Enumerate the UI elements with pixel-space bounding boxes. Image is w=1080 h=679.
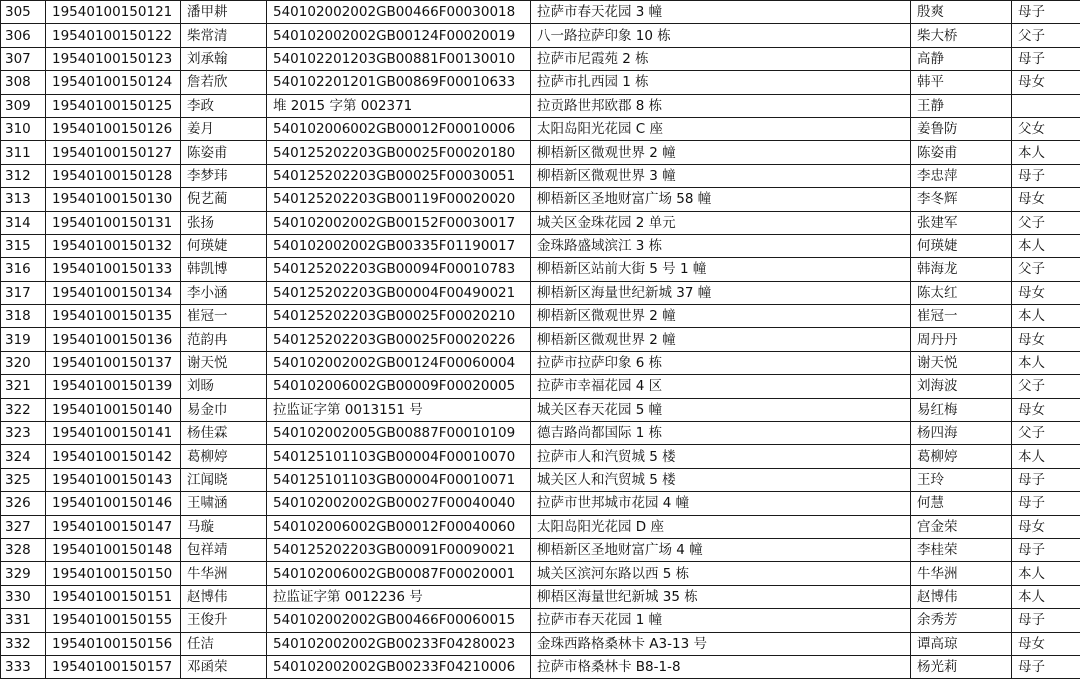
student-id-cell: 19540100150128 [46,164,181,187]
name-cell: 何瑛婕 [181,234,267,257]
student-id-cell: 19540100150124 [46,71,181,94]
property-cert-cell: 拉监证字第 0012236 号 [267,585,531,608]
seq-cell: 319 [1,328,46,351]
property-cert-cell: 540102002002GB00466F00030018 [267,1,531,24]
property-cert-cell: 540125202203GB00004F00490021 [267,281,531,304]
student-id-cell: 19540100150122 [46,24,181,47]
student-id-cell: 19540100150157 [46,655,181,678]
property-cert-cell: 540125202203GB00025F00020210 [267,305,531,328]
name-cell: 姜月 [181,117,267,140]
name-cell: 王啸涵 [181,492,267,515]
table-row [1,585,1080,608]
seq-cell: 326 [1,492,46,515]
property-cert-cell: 540125202203GB00091F00090021 [267,538,531,561]
address-cell: 柳梧新区站前大街 5 号 1 幢 [531,258,911,281]
seq-cell: 327 [1,515,46,538]
owner-cell: 李忠萍 [911,164,1012,187]
name-cell: 赵博伟 [181,585,267,608]
owner-cell: 杨光莉 [911,655,1012,678]
table-row [1,71,1080,94]
student-id-cell: 19540100150134 [46,281,181,304]
owner-cell: 柴大桥 [911,24,1012,47]
seq-cell: 320 [1,351,46,374]
relation-cell: 父女 [1012,117,1080,140]
address-cell: 柳梧新区海量世纪新城 37 幢 [531,281,911,304]
relation-cell: 母子 [1012,468,1080,491]
table-row [1,258,1080,281]
seq-cell: 322 [1,398,46,421]
student-id-cell: 19540100150136 [46,328,181,351]
relation-cell: 母子 [1012,609,1080,632]
student-id-cell: 19540100150146 [46,492,181,515]
student-id-cell: 19540100150140 [46,398,181,421]
student-id-cell: 19540100150130 [46,188,181,211]
table-row [1,632,1080,655]
student-id-cell: 19540100150156 [46,632,181,655]
table-row [1,1,1080,24]
name-cell: 刘承翰 [181,47,267,70]
student-id-cell: 19540100150137 [46,351,181,374]
seq-cell: 313 [1,188,46,211]
student-id-cell: 19540100150143 [46,468,181,491]
table-row [1,445,1080,468]
relation-cell: 父子 [1012,375,1080,398]
seq-cell: 333 [1,655,46,678]
owner-cell: 陈姿甫 [911,141,1012,164]
relation-cell: 母女 [1012,632,1080,655]
student-id-cell: 19540100150126 [46,117,181,140]
table-row [1,515,1080,538]
relation-cell: 父子 [1012,211,1080,234]
table-row [1,351,1080,374]
student-id-cell: 19540100150121 [46,1,181,24]
owner-cell: 李桂荣 [911,538,1012,561]
name-cell: 张扬 [181,211,267,234]
relation-cell: 母女 [1012,71,1080,94]
seq-cell: 309 [1,94,46,117]
table-row [1,562,1080,585]
seq-cell: 329 [1,562,46,585]
address-cell: 金珠路盛域滨江 3 栋 [531,234,911,257]
table-row [1,468,1080,491]
student-id-cell: 19540100150151 [46,585,181,608]
table-row [1,141,1080,164]
address-cell: 拉萨市格桑林卡 B8-1-8 [531,655,911,678]
name-cell: 杨佳霖 [181,422,267,445]
table-row [1,422,1080,445]
seq-cell: 330 [1,585,46,608]
owner-cell: 崔冠一 [911,305,1012,328]
name-cell: 柴常清 [181,24,267,47]
property-cert-cell: 540102002002GB00233F04280023 [267,632,531,655]
relation-cell: 母子 [1012,655,1080,678]
seq-cell: 314 [1,211,46,234]
student-id-cell: 19540100150142 [46,445,181,468]
name-cell: 潘甲耕 [181,1,267,24]
owner-cell: 王静 [911,94,1012,117]
owner-cell: 高静 [911,47,1012,70]
name-cell: 葛柳婷 [181,445,267,468]
owner-cell: 何瑛婕 [911,234,1012,257]
relation-cell: 母女 [1012,398,1080,421]
address-cell: 城关区滨河东路以西 5 栋 [531,562,911,585]
name-cell: 崔冠一 [181,305,267,328]
seq-cell: 321 [1,375,46,398]
table-row [1,234,1080,257]
name-cell: 陈姿甫 [181,141,267,164]
property-cert-cell: 540125101103GB00004F00010070 [267,445,531,468]
relation-cell: 本人 [1012,305,1080,328]
student-id-cell: 19540100150147 [46,515,181,538]
seq-cell: 315 [1,234,46,257]
table-row [1,94,1080,117]
owner-cell: 余秀芳 [911,609,1012,632]
relation-cell: 母子 [1012,492,1080,515]
address-cell: 拉萨市扎西园 1 栋 [531,71,911,94]
seq-cell: 324 [1,445,46,468]
owner-cell: 李冬辉 [911,188,1012,211]
property-cert-cell: 540102201201GB00869F00010633 [267,71,531,94]
property-cert-cell: 540102201203GB00881F00130010 [267,47,531,70]
address-cell: 八一路拉萨印象 10 栋 [531,24,911,47]
property-cert-cell: 540102002002GB00466F00060015 [267,609,531,632]
seq-cell: 325 [1,468,46,491]
table-row [1,281,1080,304]
address-cell: 金珠西路格桑林卡 A3-13 号 [531,632,911,655]
address-cell: 拉萨市人和汽贸城 5 楼 [531,445,911,468]
table-row [1,164,1080,187]
seq-cell: 316 [1,258,46,281]
table-row [1,609,1080,632]
address-cell: 拉萨市幸福花园 4 区 [531,375,911,398]
student-id-cell: 19540100150132 [46,234,181,257]
owner-cell: 何慧 [911,492,1012,515]
relation-cell: 父子 [1012,258,1080,281]
address-cell: 柳梧新区圣地财富广场 58 幢 [531,188,911,211]
owner-cell: 易红梅 [911,398,1012,421]
owner-cell: 韩平 [911,71,1012,94]
relation-cell [1012,94,1080,117]
owner-cell: 葛柳婷 [911,445,1012,468]
address-cell: 柳梧新区微观世界 2 幢 [531,141,911,164]
property-cert-cell: 540125202203GB00025F00030051 [267,164,531,187]
owner-cell: 刘海波 [911,375,1012,398]
owner-cell: 赵博伟 [911,585,1012,608]
property-cert-cell: 540125202203GB00119F00020020 [267,188,531,211]
seq-cell: 307 [1,47,46,70]
table-row [1,492,1080,515]
student-id-cell: 19540100150127 [46,141,181,164]
address-cell: 柳梧新区微观世界 3 幢 [531,164,911,187]
property-cert-cell: 540102002005GB00887F00010109 [267,422,531,445]
seq-cell: 312 [1,164,46,187]
name-cell: 包祥靖 [181,538,267,561]
relation-cell: 本人 [1012,562,1080,585]
property-cert-cell: 540102006002GB00087F00020001 [267,562,531,585]
property-cert-cell: 540125202203GB00025F00020180 [267,141,531,164]
relation-cell: 母子 [1012,164,1080,187]
seq-cell: 318 [1,305,46,328]
relation-cell: 母女 [1012,281,1080,304]
student-id-cell: 19540100150131 [46,211,181,234]
address-cell: 拉萨市春天花园 3 幢 [531,1,911,24]
property-cert-cell: 540102006002GB00012F00040060 [267,515,531,538]
table-row [1,188,1080,211]
relation-cell: 母女 [1012,515,1080,538]
address-cell: 城关区金珠花园 2 单元 [531,211,911,234]
address-cell: 城关区人和汽贸城 5 楼 [531,468,911,491]
student-id-cell: 19540100150150 [46,562,181,585]
table-row [1,305,1080,328]
relation-cell: 本人 [1012,141,1080,164]
owner-cell: 谢天悦 [911,351,1012,374]
relation-cell: 母子 [1012,47,1080,70]
name-cell: 倪艺蔺 [181,188,267,211]
relation-cell: 父子 [1012,422,1080,445]
address-cell: 拉萨市拉萨印象 6 栋 [531,351,911,374]
property-cert-cell: 540125101103GB00004F00010071 [267,468,531,491]
property-cert-cell: 540102006002GB00012F00010006 [267,117,531,140]
relation-cell: 本人 [1012,234,1080,257]
address-cell: 柳梧新区圣地财富广场 4 幢 [531,538,911,561]
name-cell: 王俊升 [181,609,267,632]
table-row [1,538,1080,561]
name-cell: 李小涵 [181,281,267,304]
seq-cell: 323 [1,422,46,445]
owner-cell: 宫金荣 [911,515,1012,538]
name-cell: 马璇 [181,515,267,538]
student-id-cell: 19540100150139 [46,375,181,398]
table-row [1,211,1080,234]
table-row [1,24,1080,47]
name-cell: 任洁 [181,632,267,655]
property-cert-cell: 540102006002GB00009F00020005 [267,375,531,398]
seq-cell: 311 [1,141,46,164]
student-id-cell: 19540100150148 [46,538,181,561]
name-cell: 詹若欣 [181,71,267,94]
owner-cell: 姜鲁防 [911,117,1012,140]
owner-cell: 谭高琼 [911,632,1012,655]
relation-cell: 母女 [1012,328,1080,351]
owner-cell: 韩海龙 [911,258,1012,281]
seq-cell: 308 [1,71,46,94]
property-cert-cell: 540102002002GB00335F01190017 [267,234,531,257]
property-cert-cell: 堆 2015 字第 002371 [267,94,531,117]
owner-cell: 殷爽 [911,1,1012,24]
name-cell: 李梦玮 [181,164,267,187]
seq-cell: 305 [1,1,46,24]
relation-cell: 本人 [1012,585,1080,608]
seq-cell: 332 [1,632,46,655]
property-cert-cell: 拉监证字第 0013151 号 [267,398,531,421]
seq-cell: 310 [1,117,46,140]
relation-cell: 本人 [1012,445,1080,468]
owner-cell: 周丹丹 [911,328,1012,351]
table-body [1,1,1080,679]
relation-cell: 本人 [1012,351,1080,374]
seq-cell: 328 [1,538,46,561]
name-cell: 谢天悦 [181,351,267,374]
property-cert-cell: 540102002002GB00124F00020019 [267,24,531,47]
address-cell: 拉萨市尼霞苑 2 栋 [531,47,911,70]
owner-cell: 王玲 [911,468,1012,491]
relation-cell: 母子 [1012,1,1080,24]
table-row [1,375,1080,398]
property-cert-cell: 540102002002GB00124F00060004 [267,351,531,374]
address-cell: 德吉路尚都国际 1 栋 [531,422,911,445]
seq-cell: 331 [1,609,46,632]
property-cert-cell: 540125202203GB00094F00010783 [267,258,531,281]
name-cell: 范韵冉 [181,328,267,351]
property-cert-cell: 540102002002GB00152F00030017 [267,211,531,234]
property-cert-cell: 540125202203GB00025F00020226 [267,328,531,351]
seq-cell: 306 [1,24,46,47]
address-cell: 拉萨市世邦城市花园 4 幢 [531,492,911,515]
relation-cell: 父子 [1012,24,1080,47]
property-cert-cell: 540102002002GB00027F00040040 [267,492,531,515]
name-cell: 邓函荣 [181,655,267,678]
address-cell: 拉贡路世邦欧郡 8 栋 [531,94,911,117]
table-row [1,328,1080,351]
name-cell: 韩凯博 [181,258,267,281]
name-cell: 江闻晓 [181,468,267,491]
student-id-cell: 19540100150135 [46,305,181,328]
seq-cell: 317 [1,281,46,304]
address-cell: 柳梧区海量世纪新城 35 栋 [531,585,911,608]
name-cell: 易金巾 [181,398,267,421]
address-cell: 柳梧新区微观世界 2 幢 [531,305,911,328]
table-row [1,398,1080,421]
owner-cell: 陈太红 [911,281,1012,304]
address-cell: 柳梧新区微观世界 2 幢 [531,328,911,351]
table-row [1,117,1080,140]
owner-cell: 杨四海 [911,422,1012,445]
student-id-cell: 19540100150141 [46,422,181,445]
student-id-cell: 19540100150125 [46,94,181,117]
student-id-cell: 19540100150133 [46,258,181,281]
owner-cell: 牛华洲 [911,562,1012,585]
name-cell: 李政 [181,94,267,117]
property-cert-cell: 540102002002GB00233F04210006 [267,655,531,678]
student-id-cell: 19540100150155 [46,609,181,632]
name-cell: 刘旸 [181,375,267,398]
table-row [1,47,1080,70]
address-cell: 城关区春天花园 5 幢 [531,398,911,421]
name-cell: 牛华洲 [181,562,267,585]
table-row [1,655,1080,678]
address-cell: 太阳岛阳光花园 C 座 [531,117,911,140]
student-id-cell: 19540100150123 [46,47,181,70]
owner-cell: 张建军 [911,211,1012,234]
relation-cell: 母子 [1012,538,1080,561]
address-cell: 太阳岛阳光花园 D 座 [531,515,911,538]
address-cell: 拉萨市春天花园 1 幢 [531,609,911,632]
relation-cell: 母女 [1012,188,1080,211]
